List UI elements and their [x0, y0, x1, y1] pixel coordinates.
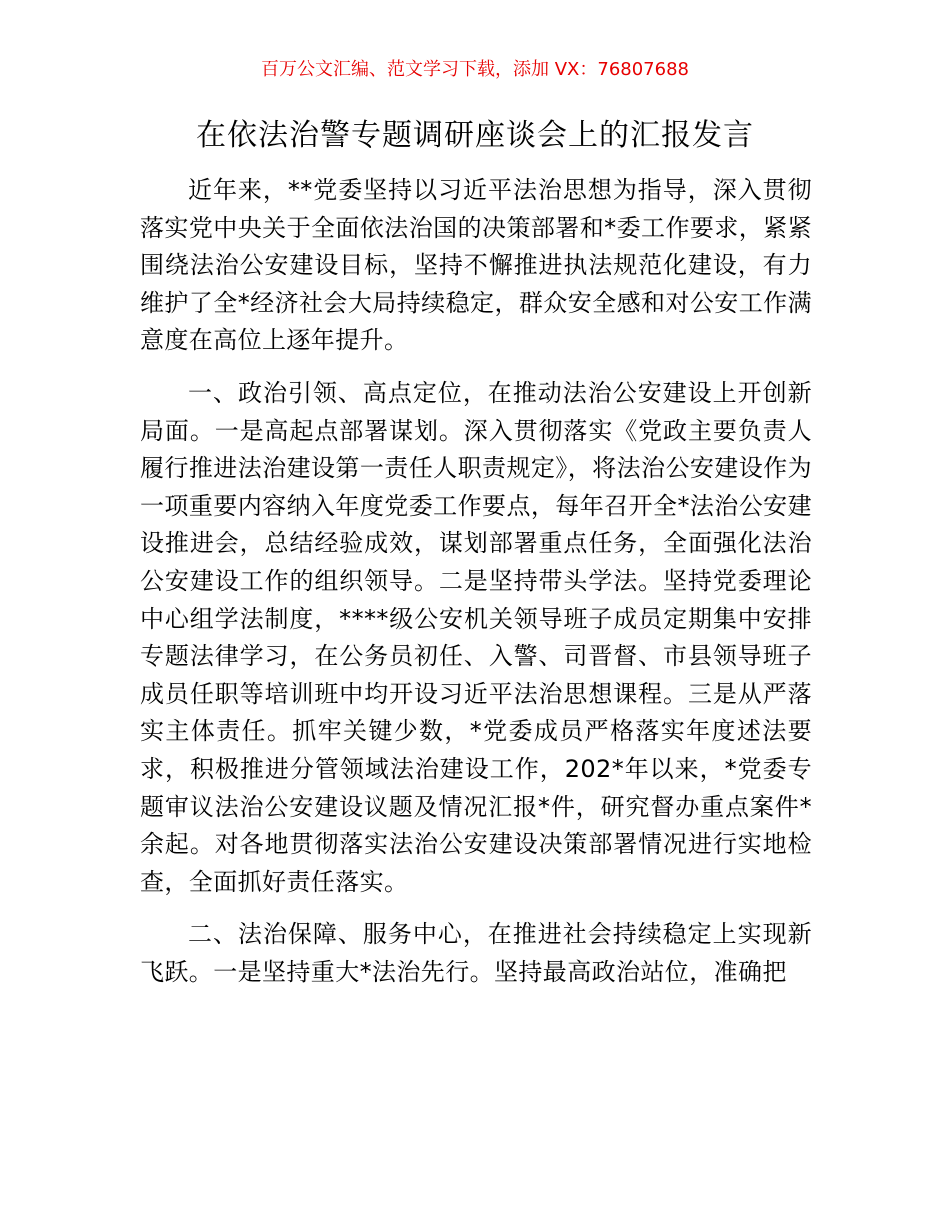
paragraph-intro: 近年来，**党委坚持以习近平法治思想为指导，深入贯彻落实党中央关于全面依法治国的决策部署和*委工作要求，紧紧围绕法治公安建设目标，坚持不懈推进执法规范化建设，有力维护了全*经济社会大局持续稳定，群众安全感和对公安工作满意度在高位上逐年提升。	[140, 176, 812, 355]
document-title: 在依法治警专题调研座谈会上的汇报发言	[196, 118, 754, 153]
document-body	[140, 172, 812, 1006]
paragraph-section-one: 一、政治引领、高点定位，在推动法治公安建设上开创新局面。一是高起点部署谋划。深入贯彻落实《党政主要负责人履行推进法治建设第一责任人职责规定》，将法治公安建设作为一项重要内容纳入年度党委工作要点，每年召开全*法治公安建设推进会，总结经验成效，谋划部署重点任务，全面强化法治公安建设工作的组织领导。二是坚持带头学法。坚持党委理论中心组学法制度，****级公安机关领导班子成员定期集中安排专题法律学习，在公务员初任、入警、司晋督、市县领导班子成员任职等培训班中均开设习近平法治思想课程。三是从严落实主体责任。抓牢关键少数，*党委成员严格落实年度述法要求，积极推进分管领域法治建设工作，202*年以来，*党委专题审议法治公安建设议题及情况汇报*件，研究督办重点案件*余起。对各地贯彻落实法治公安建设决策部署情况进行实地检查，全面抓好责任落实。	[140, 378, 812, 896]
paragraph-section-two: 二、法治保障、服务中心，在推进社会持续稳定上实现新飞跃。一是坚持重大*法治先行。坚持最高政治站位，准确把	[140, 920, 812, 986]
download-notice: 百万公文汇编、范文学习下载，添加 VX：76807688	[261, 59, 689, 80]
